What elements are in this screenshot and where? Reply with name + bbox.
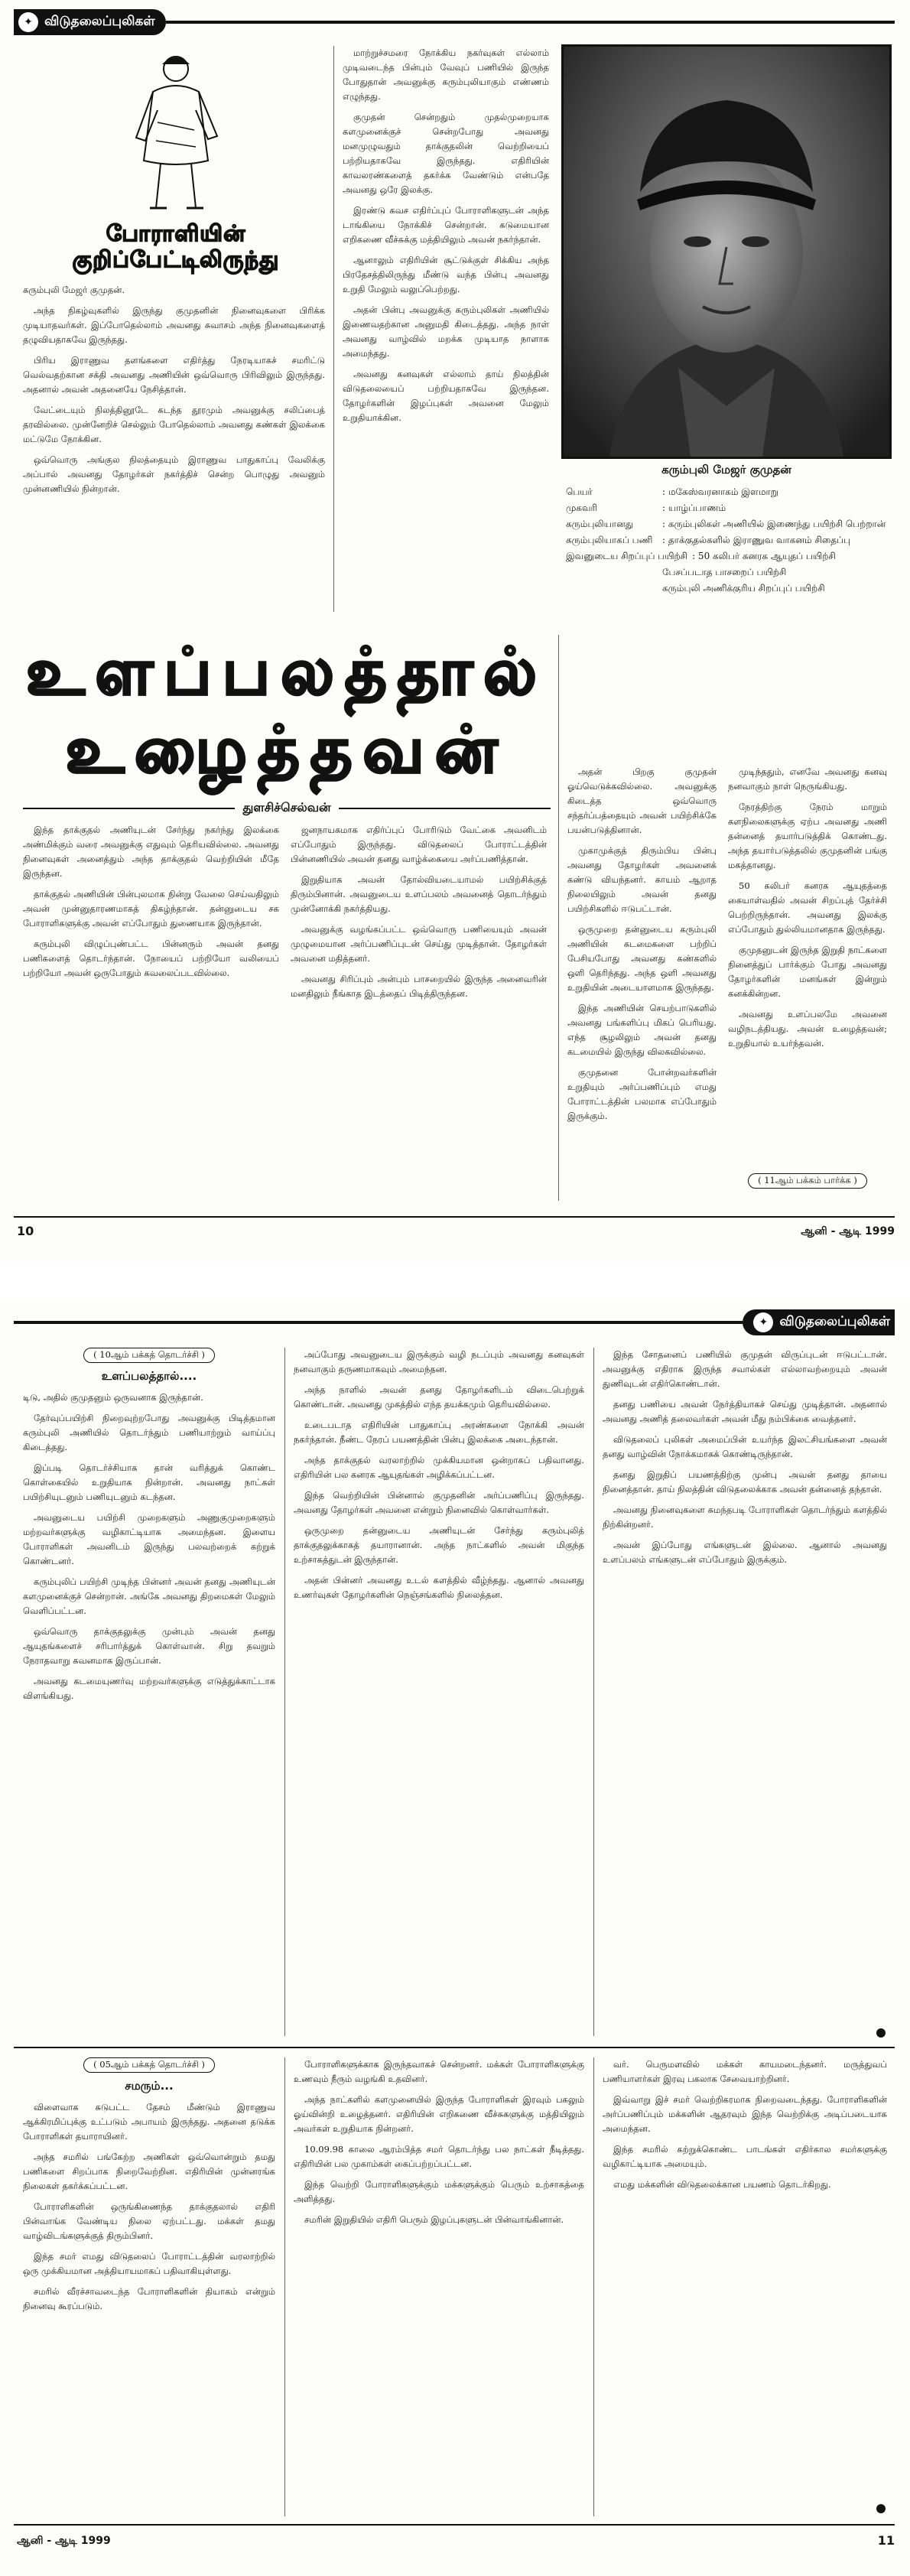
paragraph: இந்த வெற்றி போராளிகளுக்கும் மக்களுக்கும் பெரும் உற்சாகத்தை அளித்தது.: [294, 2179, 584, 2204]
paragraph: தனது பணியை அவன் நேர்த்தியாகச் செய்து முடித்தான். அதனால் அவனது அணித் தலைவர்கள் அவன் மீது நம்பிக்கை வைத்தனர்.: [603, 1399, 887, 1424]
paragraph: மாற்றுச்சமரை நோக்கிய நகர்வுகள் எல்லாம் முடிவடைந்த பின்பும் வேவுப் பணியில் இருந்த போதுதான் அவனுக்கு கரும்புலியாகும் எண்ணம் எழுந்தது.: [343, 47, 549, 102]
paragraph: இந்த சமர் எமது விடுதலைப் போராட்டத்தின் வரலாற்றில் ஒரு முக்கியமான அத்தியாயமாகப் பதிவாகியுள்ளது.: [23, 2251, 275, 2276]
series-title-line-1: போராளியின்: [106, 220, 246, 246]
paragraph: டிடு, அதில் குமுதனும் ஒருவனாக இருந்தான்.: [23, 1392, 203, 1403]
paragraph: அவனது கனவுகள் எல்லாம் தாய் நிலத்தின் விடுதலையைப் பற்றியதாகவே இருந்தன. தோழர்களின் இழப்புகள் அவனை மேலும் உறுதியாக்கின.: [343, 369, 549, 423]
paragraph: அதன் பின்னர் அவனது உடல் களத்தில் வீழ்ந்தது. ஆனால் அவனது உணர்வுகள் தோழர்களின் நெஞ்சங்களில் நிலைத்தன.: [294, 1575, 584, 1600]
profile-row: [566, 532, 887, 548]
paragraph: அப்போது அவனுடைய இருக்கும் வழி நடப்பும் அவனது கனவுகள் நனவாகும் தருணமாகவும் அமைந்தன.: [294, 1349, 584, 1374]
paragraph: இந்த சோதனைப் பணியில் குமுதன் விருப்புடன் ஈடுபட்டான். அவனுக்கு எதிராக இருந்த சவால்கள் எல்லாவற்றையும் அவன் துணிவுடன் எதிர்கொண்டான்.: [603, 1349, 887, 1389]
upper-column-1: [23, 1390, 275, 2034]
paragraph: எமது மக்களின் விடுதலைக்கான பயணம் தொடர்கிறது.: [613, 2179, 831, 2190]
byline-rule: [23, 808, 235, 809]
profile-value: : 50 கலிபர் கனரக ஆயுதப் பயிற்சி: [692, 551, 836, 561]
magazine-header: [14, 1309, 895, 1335]
column-divider: [284, 1348, 285, 2036]
paragraph: அவனுக்கு வழங்கப்பட்ட ஒவ்வொரு பணியையும் அவன் முழுமையான அர்ப்பணிப்புடன் செய்து முடித்தான். தோழர்கள் அவனை மதித்தனர்.: [291, 924, 547, 964]
byline-rule: [339, 808, 551, 809]
portrait-photo-icon: [564, 47, 889, 457]
paragraph: அதன் பிறகு குமுதன் ஓய்வெடுக்கவில்லை. அவனுக்கு கிடைத்த ஒவ்வொரு சந்தர்ப்பத்தையும் அவன் பயிற்சிக்கே பயன்படுத்தினான்.: [567, 766, 717, 835]
section-rule: [14, 2047, 895, 2048]
series-title-line-2: குறிப்பேட்டிலிருந்து: [72, 246, 280, 272]
header-rule: [14, 1321, 743, 1324]
paragraph: ஜனநாயகமாக எதிர்ப்புப் போரிடும் வேட்கை அவனிடம் எப்போதும் இருந்தது. விடுதலைப் போராட்டத்தின் பின்னணியில் அவன் தனது வாழ்க்கையை அர்ப்பணித்தான்.: [291, 825, 547, 864]
paragraph: இந்த தாக்குதல் அணியுடன் சேர்ந்து நகர்ந்து இலக்கை அண்மிக்கும் வரை அவனுக்கு எதுவும் தெரியவில்லை. அவனது நினைவுகள் அனைத்தும் அந்த தாக்குதல் வெற்றியின் மீதே இருந்தன.: [23, 825, 279, 879]
paragraph: அவனது நினைவுகளை சுமந்தபடி போராளிகள் தொடர்ந்தும் களத்தில் நிற்கின்றனர்.: [603, 1504, 887, 1530]
paragraph: ஒவ்வொரு அங்குல நிலத்தையும் இராணுவ பாதுகாப்பு வேலிக்கு அப்பால் அவனது தோழர்கள் நகர்த்திச் சென்ற பொழுது அவனும் முன்னணியில் நின்றான்.: [23, 454, 325, 494]
paragraph: ஒவ்வொரு தாக்குதலுக்கு முன்பும் அவன் தனது ஆயுதங்களைச் சரிபார்த்துக் கொள்வான். சிறு தவறும் நேராதவாறு கவனமாக இருப்பான்.: [23, 1626, 275, 1666]
footer-rule: [14, 1216, 895, 1218]
continued-from-label: ( 05ஆம் பக்கத் தொடர்ச்சி ): [83, 2057, 215, 2073]
paragraph: முகாமுக்குத் திரும்பிய பின்பு அவனது தோழர்கள் அவனைக் கண்டு வியந்தனர். காயம் ஆறாத நிலையிலும் அவன் தனது பயிற்சிகளில் ஈடுபட்டான்.: [567, 845, 717, 914]
paragraph: 10.09.98 காலை ஆரம்பித்த சமர் தொடர்ந்து பல நாட்கள் நீடித்தது. எதிரியின் பல முகாம்கள் கைப்பற்றப்பட்டன.: [294, 2144, 584, 2169]
continued-from-note: [23, 1348, 275, 1363]
paragraph: இந்த சமரில் கற்றுக்கொண்ட பாடங்கள் எதிர்கால சமர்களுக்கு வழிகாட்டியாக அமையும்.: [603, 2144, 887, 2169]
continuation-label: ( 11ஆம் பக்கம் பார்க்க ): [748, 1173, 867, 1189]
paragraph: தனது இறுதிப் பயணத்திற்கு முன்பு அவன் தனது தாயை நினைத்தான். தாய் நிலத்தின் விடுதலைக்காக அவன் தன்னைத் தந்தான்.: [603, 1469, 887, 1495]
magazine-logo: [14, 9, 166, 35]
profile-value: : கரும்புலிகள் அணியில் இணைந்து பயிற்சி பெற்றான்: [662, 519, 886, 529]
portrait-photo: [561, 44, 892, 459]
column-divider: [593, 2057, 594, 2516]
continued-from-label: ( 10ஆம் பக்கத் தொடர்ச்சி ): [83, 1348, 215, 1363]
paragraph: முடிந்ததும், எனவே அவனது கனவு நனவாகும் நாள் நெருங்கியது.: [728, 766, 887, 792]
byline: [23, 800, 551, 816]
paragraph: அந்த தாக்குதல் வரலாற்றில் முக்கியமான ஒன்றாகப் பதிவானது. எதிரியின் பல கனரக ஆயுதங்கள் அழிக்கப்பட்டன.: [294, 1455, 584, 1480]
paragraph: தேர்வுப்பயிற்சி நிறைவுற்றபோது அவனுக்கு பிடித்தமான கரும்புலி அணியில் தொடர்ந்தும் பணியாற்றும் வாய்ப்பு கிடைத்தது.: [23, 1413, 275, 1452]
continued-from-note: [23, 2057, 275, 2073]
page-gap: [0, 1262, 910, 1300]
column-divider: [558, 635, 559, 1201]
paragraph: இவ்வாறு இச் சமர் வெற்றிகரமாக நிறைவடைந்தது. போராளிகளின் அர்ப்பணிப்பும் மக்களின் ஆதரவும் இந்த வெற்றிக்கு அடிப்படையாக அமைந்தன.: [603, 2094, 887, 2134]
paragraph: இந்த வெற்றியின் பின்னால் குமுதனின் அர்ப்பணிப்பு இருந்தது. அவனது தோழர்கள் அவனை என்றும் நினைவில் கொள்வார்கள்.: [294, 1490, 584, 1515]
profile-key: இவனுடைய சிறப்புப் பயிற்சி: [566, 551, 688, 561]
page-10: [0, 0, 910, 1263]
article-end-mark: [876, 2504, 886, 2513]
paragraph: சமரின் இறுதியில் எதிரி பெரும் இழப்புகளுடன் பின்வாங்கினான்.: [304, 2214, 564, 2225]
article-column-1: [23, 283, 325, 604]
profile-row: [566, 516, 887, 532]
author-name: துளசிச்செல்வன்: [242, 800, 331, 815]
article-end-mark: [876, 2028, 886, 2038]
paragraph: குமுதன் சென்றதும் முதல்முறையாக களமுனைக்குச் சென்றபோது அவனது மனமுழுவதும் தாக்குதலின் வெற்றியைப் பற்றியதாகவே இருந்தது. எதிரியின் காவலரண்களைத் தகர்க்க வேண்டும் என்பதே அவனது ஒரே இலக்கு.: [343, 112, 549, 195]
paragraph: இப்படி தொடர்ச்சியாக தான் வரித்துக் கொண்ட கொள்கையில் உறுதியாக நின்றான். அவனது நாட்கள் பயிற்சியுடனும் பணியுடனும் கடந்தன.: [23, 1462, 275, 1502]
header-rule: [166, 21, 895, 24]
profile-row: [566, 548, 887, 564]
paragraph: அதன் பின்பு அவனுக்கு கரும்புலிகள் அணியில் இணைவதற்கான அனுமதி கிடைத்தது. அந்த நாள் அவனது வாழ்வில் மறக்க முடியாத நாளாக அமைந்தது.: [343, 304, 549, 359]
profile-caption: கரும்புலி மேஜர் குமுதன்: [661, 463, 791, 476]
article-column-2: [343, 46, 549, 612]
profile-key: பெயர்: [566, 486, 593, 497]
paragraph: குமுதனுடன் இருந்த இறுதி நாட்களை நினைத்துப் பார்க்கும் போது அவனது தோழர்களின் மனங்கள் இன்றும் கனக்கின்றன.: [728, 945, 887, 999]
continued-title: உளப்பலத்தால்....: [101, 1369, 197, 1383]
continuation-note: [728, 1173, 887, 1189]
paragraph: அவனது கடமையுணர்வு மற்றவர்களுக்கு எடுத்துக்காட்டாக விளங்கியது.: [23, 1676, 275, 1701]
profile-key: முகவரி: [566, 503, 598, 513]
page-number: 10: [17, 1224, 34, 1238]
profile-value: : யாழ்ப்பாணம்: [662, 503, 726, 513]
profile-key: கரும்புலியானது: [566, 519, 634, 529]
paragraph: வேட்டையும் நிலத்தினூடே கடந்த தூரமும் அவனுக்கு சலிப்பைத் தரவில்லை. முன்னேறிச் செல்லும் போதெல்லாம் அவனது கண்கள் இலக்கை மட்டுமே நோக்கின.: [23, 405, 325, 444]
paragraph: பிரிய இராணுவ தளங்களை எதிர்த்து நேரடியாகச் சமரிட்டு வெல்வதற்கான சக்தி அவனது அணியின் ஒவ்வொரு பிரிவிலும் இருந்தது. அதனால் அவன் அதனையே நேசித்தான்.: [23, 355, 325, 395]
issue-date: ஆனி - ஆடி 1999: [801, 1225, 895, 1238]
profile-row: [566, 484, 887, 500]
magazine-logo: [743, 1309, 895, 1335]
paragraph: விடுதலைப் புலிகள் அமைப்பின் உயர்ந்த இலட்சியங்களை அவன் தனது வாழ்வின் நோக்கமாகக் கொண்டிருந்தான்.: [603, 1434, 887, 1459]
paragraph: போராளிகளின் ஒருங்கிணைந்த தாக்குதலால் எதிரி பின்வாங்க வேண்டிய நிலை ஏற்பட்டது. மக்கள் தமது வாழ்விடங்களுக்குத் திரும்பினர்.: [23, 2201, 275, 2241]
paragraph: அந்த நாட்களில் களமுனையில் இருந்த போராளிகள் இரவும் பகலும் ஓய்வின்றி உழைத்தனர். எதிரியின் எறிகணை வீச்சுகளுக்கு மத்தியிலும் அவர்கள் உறுதியாக நின்றனர்.: [294, 2094, 584, 2134]
paragraph: ஆனாலும் எதிரியின் சூட்டுக்குள் சிக்கிய அந்த பிரதேசத்திலிருந்து மீண்டு வந்த பின்பு அவனது உறுதி மேலும் வலுப்பெற்றது.: [343, 255, 549, 294]
paragraph: கரும்புலி விழுப்புண்பட்ட பின்னரும் அவன் தனது பணிகளைத் தொடர்ந்தான். நோயைப் பற்றியோ வலியைப் பற்றியோ அவன் ஒருபோதும் கவலைப்படவில்லை.: [23, 938, 279, 978]
page-number: 11: [877, 2533, 895, 2548]
paragraph: ஒருமுறை தன்னுடைய அணியுடன் சேர்ந்து கரும்புலித் தாக்குதலுக்காகத் தயாரானான். அந்த நாட்களில் அவன் மிகுந்த உற்சாகத்துடன் இருந்தான்.: [294, 1525, 584, 1565]
headline-line-2: உழைத்தவன்: [65, 712, 509, 787]
column-divider: [333, 46, 334, 612]
lower-column-3: [567, 765, 717, 1193]
paragraph: குமுதனை போன்றவர்களின் உறுதியும் அர்ப்பணிப்பும் எமது போராட்டத்தின் பலமாக எப்போதும் இருக்கும்.: [567, 1067, 717, 1121]
tiger-emblem-icon: ✦: [753, 1312, 773, 1332]
profile-key: கரும்புலியாகப் பணி: [566, 535, 653, 545]
lower-column-2: [294, 2057, 584, 2512]
paragraph: அந்த நாளில் அவன் தனது தோழர்களிடம் விடைபெற்றுக் கொண்டான். அவனது முகத்தில் எந்த தயக்கமும் தெரியவில்லை.: [294, 1384, 584, 1410]
column-divider: [284, 2057, 285, 2516]
paragraph: விளைவாக சுடுபட்ட தேசம் மீண்டும் இராணுவ ஆக்கிரமிப்புக்கு உட்படும் அபாயம் இருந்தது. அதனை தடுக்க போராளிகள் தயாராயினர்.: [23, 2102, 275, 2142]
magazine-name: விடுதலைப்புலிகள்: [44, 14, 155, 29]
paragraph: போராளிகளுக்காக இருந்தவாகச் சென்றனர். மக்கள் போராளிகளுக்கு உணவும் நீரும் வழங்கி உதவினர்.: [294, 2059, 584, 2084]
paragraph: தாக்குதல் அணியின் பின்புலமாக நின்று வேலை செய்வதிலும் அவன் முன்னுதாரணமாகத் திகழ்ந்தான். தன்னுடைய சக போராளிகளுக்கு அவன் எப்போதும் துணையாக இருந்தான்.: [23, 889, 279, 929]
headline-line-1: உளப்பலத்தால்: [26, 634, 548, 709]
paragraph: அந்த நிகழ்வுகளில் இருந்து குமுதனின் நினைவுகளை பிரிக்க முடியாதவர்கள். இப்போதெல்லாம் அவனது சுவாசம் அந்த நினைவுகளைத் தழுவியதாகவே இருந்தது.: [23, 305, 325, 345]
paragraph: நேரத்திற்கு நேரம் மாறும் களநிலைகளுக்கு ஏற்ப அவனது அணி தன்னைத் தயார்படுத்திக் கொண்டது. அந்த தயார்படுத்தலில் குமுதனின் பங்கு மகத்தானது.: [728, 802, 887, 870]
paragraph: இறுதியாக அவன் தோல்வியடையாமல் பயிற்சிக்குத் திரும்பினான். அவனுடைய உளப்பலம் அவனைத் தொடர்ந்தும் முன்னோக்கி நகர்த்தியது.: [291, 874, 547, 914]
paragraph: அவனது உளப்பலமே அவனை வழிநடத்தியது. அவன் உழைத்தவன்; உறுதியால் உயர்ந்தவன்.: [728, 1009, 887, 1049]
profile-extra: கரும்புலி அணிக்குரிய சிறப்புப் பயிற்சி: [662, 583, 825, 594]
profile-extra: பேசப்படாத பாசறைப் பயிற்சி: [662, 567, 787, 577]
paragraph: இரண்டு கவச எதிர்ப்புப் போராளிகளுடன் அந்த டாங்கியை நோக்கிச் சென்றான். கடுமையான எறிகணை வீச்சுக்கு மத்தியிலும் அவன் நகர்ந்தான்.: [343, 205, 549, 245]
profile-value: : மகேஸ்வரனாகம் இளமாறு: [662, 486, 778, 497]
lower-column-4: [728, 765, 887, 1163]
upper-column-2: [294, 1348, 584, 2036]
tiger-emblem-icon: ✦: [18, 12, 38, 32]
profile-value: : தாக்குதல்களில் இராணுவ வாகனம் சிதைப்பு: [662, 535, 850, 545]
column-divider: [593, 1348, 594, 2036]
magazine-name: விடுதலைப்புலிகள்: [779, 1314, 890, 1329]
paragraph: ஒருமுறை தன்னுடைய கரும்புலி அணியின் கடமைகளை பற்றிப் பேசியபோது அவனது கண்களில் ஒளி தெரிந்தது. அந்த ஒளி அவனது உறுதியின் அடையாளமாக இருந்தது.: [567, 924, 717, 993]
paragraph: கரும்புலி மேஜர் குமுதன்.: [23, 285, 125, 295]
paragraph: சமரில் வீரச்சாவடைந்த போராளிகளின் தியாகம் என்றும் நினைவு கூரப்படும்.: [23, 2286, 275, 2311]
magazine-header: [14, 9, 895, 35]
paragraph: கரும்புலிப் பயிற்சி முடிந்த பின்னர் அவன் தனது அணியுடன் களமுனைக்குச் சென்றான். அங்கே அவனது திறமைகள் மேலும் வெளிப்பட்டன.: [23, 1576, 275, 1616]
lower-column-2: [291, 823, 547, 1198]
paragraph: 50 கலிபர் கனரக ஆயுதத்தை கையாள்வதில் அவன் சிறப்புத் தேர்ச்சி பெற்றிருந்தான். அவனது இலக்கு எப்போதும் துல்லியமானதாக இருந்தது.: [728, 880, 887, 935]
paragraph: அவனுடைய பயிற்சி முறைகளும் அணுகுமுறைகளும் மற்றவர்களுக்கு வழிகாட்டியாக அமைந்தன. இளைய போராளிகள் அவனிடம் இருந்து பலவற்றைக் கற்றுக் கொண்டனர்.: [23, 1512, 275, 1566]
profile-row: [566, 500, 887, 516]
paragraph: வர். பெருமளவில் மக்கள் காயமடைந்தனர். மருத்துவப் பணியாளர்கள் இரவு பகலாக சேவையாற்றினர்.: [603, 2059, 887, 2084]
fighter-sketch-icon: [122, 46, 229, 214]
upper-column-3: [603, 1348, 887, 2036]
page-11: [0, 1300, 910, 2576]
footer-rule: [14, 2524, 895, 2526]
paragraph: உடைபடாத எதிரியின் பாதுகாப்பு அரண்களை நோக்கி அவன் நகர்ந்தான். நீண்ட நேரப் பயணத்தின் பின்பு இலக்கை அடைந்தான்.: [294, 1420, 584, 1445]
paragraph: அந்த சமரில் பங்கேற்ற அணிகள் ஒவ்வொன்றும் தமது பணிகளை சிறப்பாக நிறைவேற்றின. எதிரியின் முன்னரங்க நிலைகள் தகர்க்கப்பட்டன.: [23, 2152, 275, 2191]
series-title: [23, 220, 329, 272]
lower-column-1: [23, 823, 279, 1198]
lower-column-1: [23, 2100, 275, 2510]
paragraph: அவனது சிரிப்பும் அன்பும் பாசறையில் இருந்த அனைவரின் மனதிலும் நீங்காத இடத்தைப் பிடித்திருந்தன.: [291, 974, 547, 999]
paragraph: இந்த அணியின் செயற்பாடுகளில் அவனது பங்களிப்பு மிகப் பெரியது. எந்த சூழலிலும் அவன் தனது கடமையில் இருந்து விலகவில்லை.: [567, 1003, 717, 1057]
profile-box: [566, 462, 887, 597]
issue-date: ஆனி - ஆடி 1999: [17, 2535, 111, 2547]
lower-column-3: [603, 2057, 887, 2501]
section-title: சமரும்...: [125, 2079, 174, 2093]
paragraph: அவன் இப்போது எங்களுடன் இல்லை. ஆனால் அவனது உளப்பலம் எங்களுடன் எப்போதும் இருக்கும்.: [603, 1540, 887, 1565]
